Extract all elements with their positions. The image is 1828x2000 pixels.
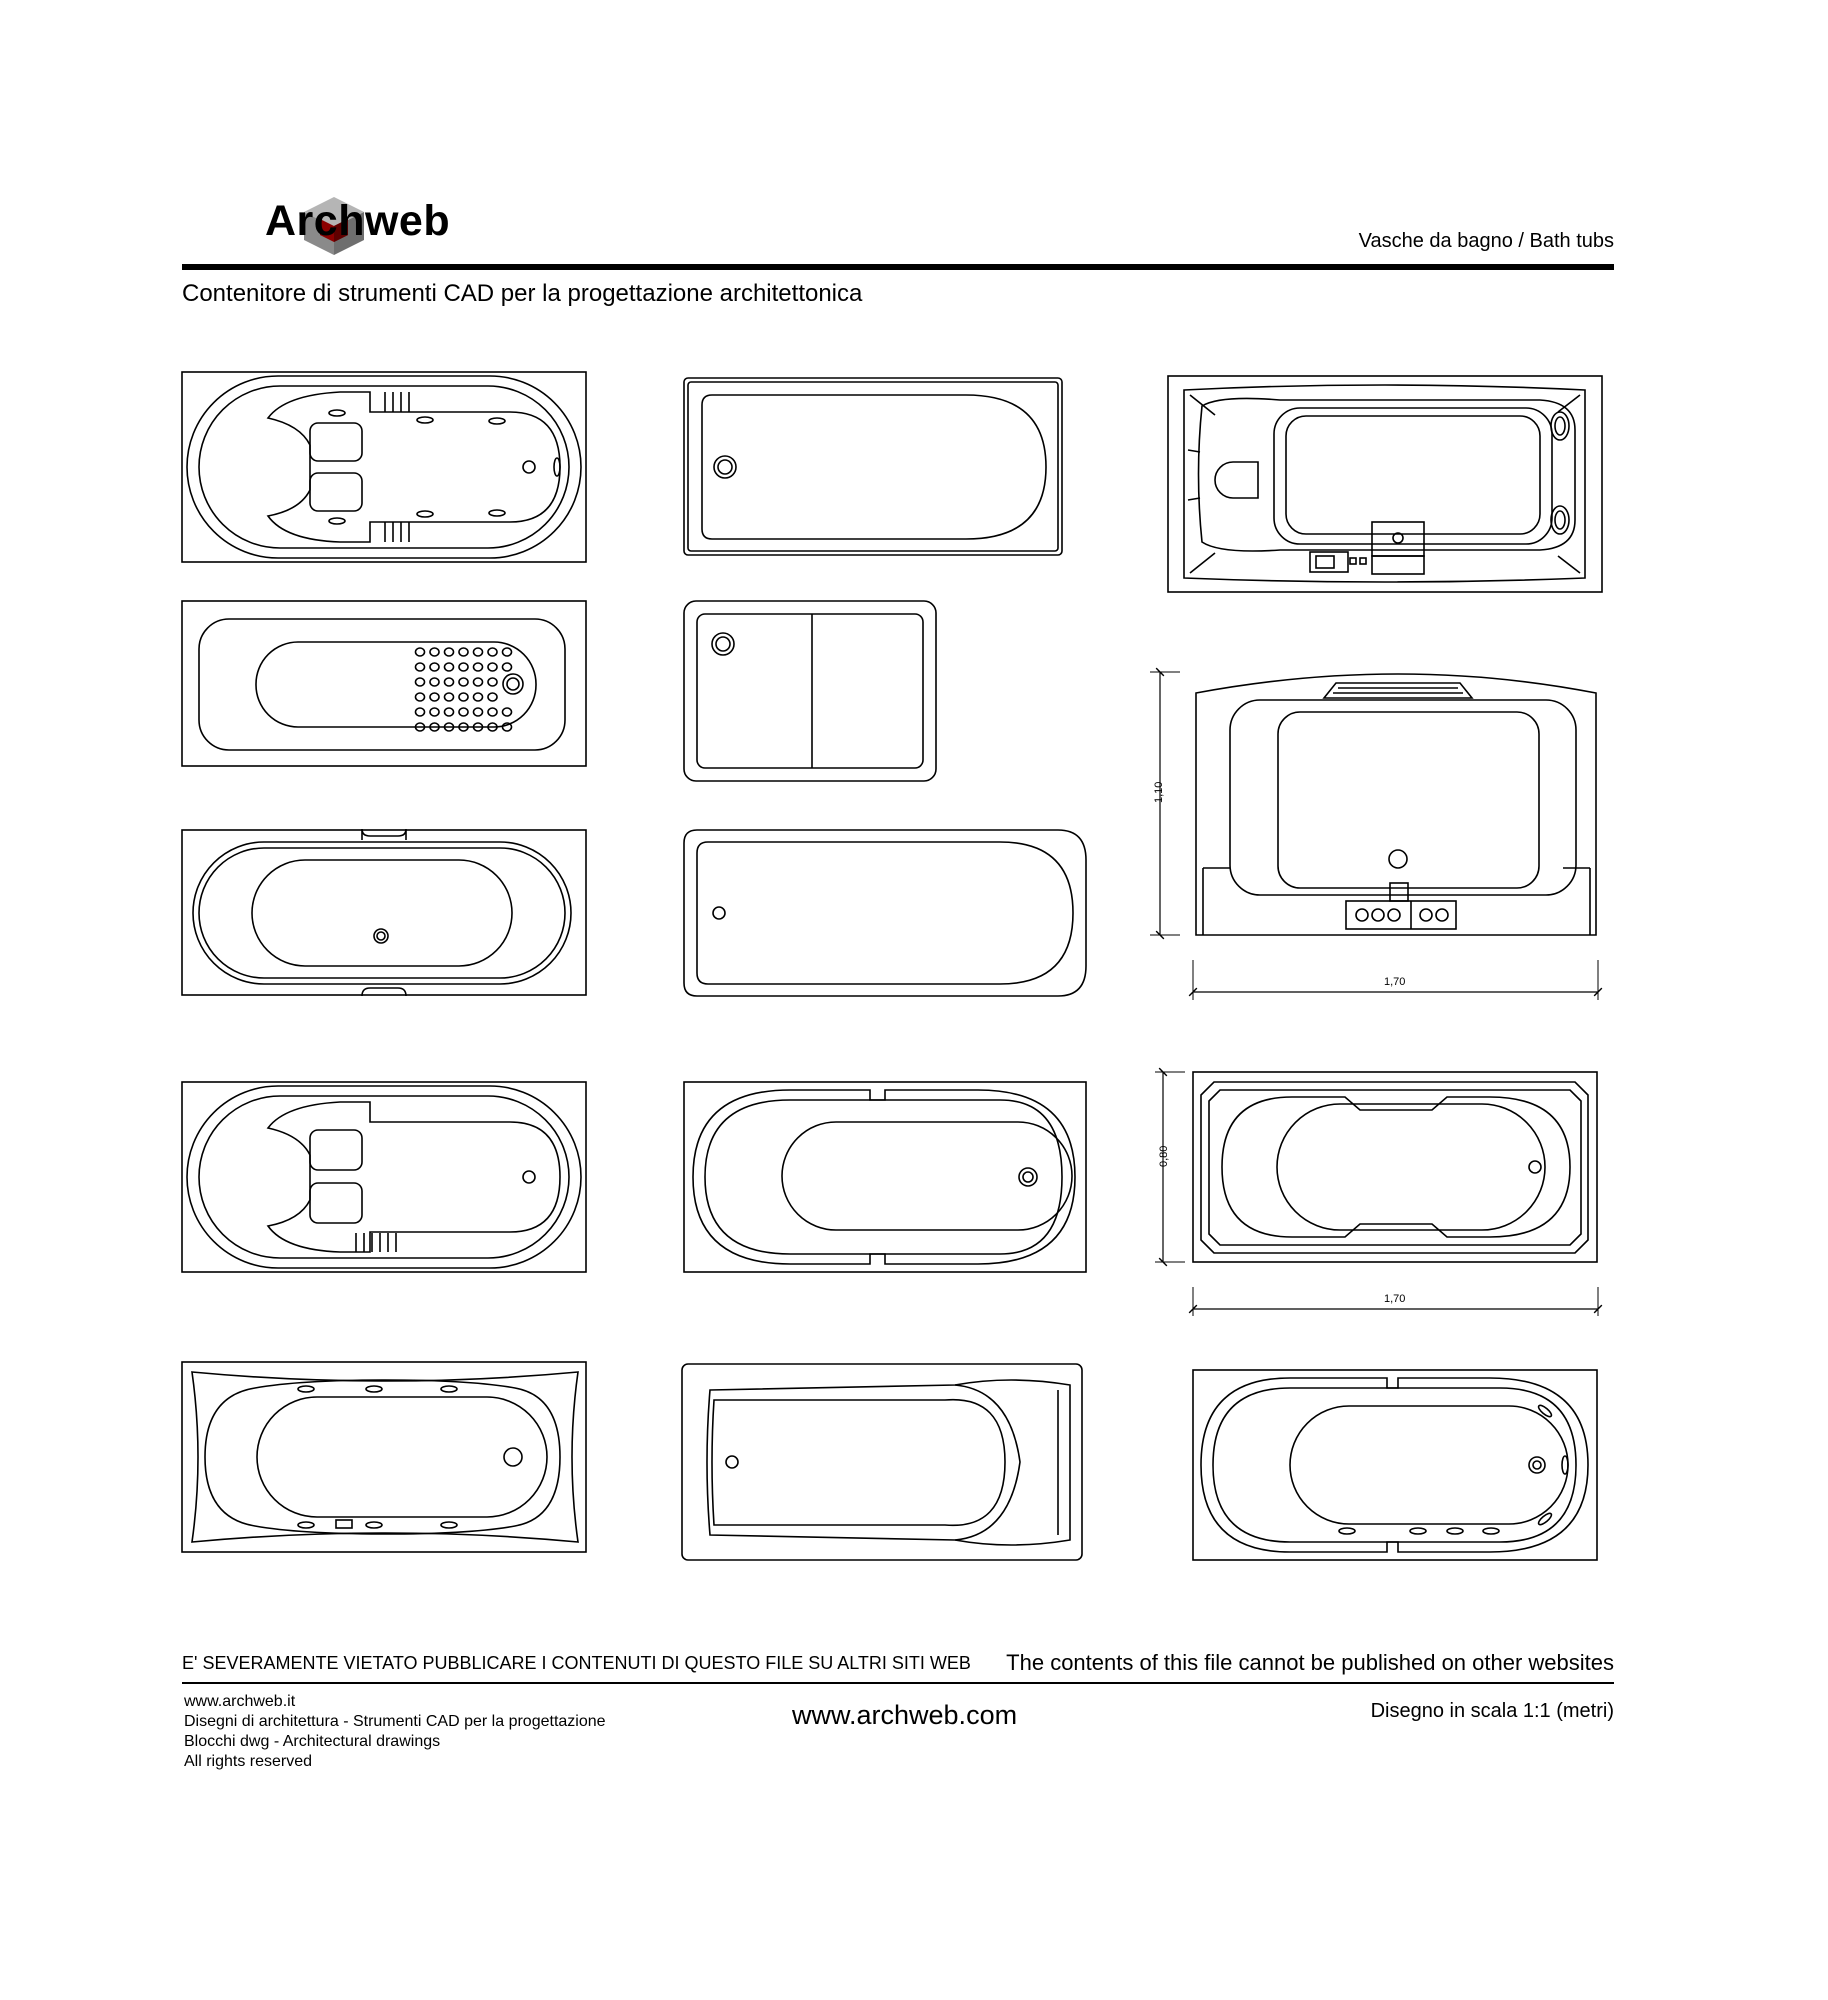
antislip-dot [474, 678, 483, 686]
website-link[interactable]: www.archweb.com [792, 1700, 1018, 1730]
copyright-warning-italian: E' SEVERAMENTE VIETATO PUBBLICARE I CONTENUTI DI QUESTO FILE SU ALTRI SITI WEB [182, 1653, 971, 1673]
bathtub-oval-jets [1193, 1370, 1597, 1560]
antislip-dot [459, 663, 468, 671]
brand-name: Archweb [265, 197, 451, 245]
antislip-dot [503, 648, 512, 656]
antislip-dot [488, 648, 497, 656]
antislip-dot [488, 678, 497, 686]
bathtub-long-rectangular [684, 830, 1086, 996]
bathtub-whirlpool-oval-seats [182, 372, 586, 562]
bathtub-whirlpool-oval-seats-2 [182, 1082, 586, 1272]
antislip-dot [474, 663, 483, 671]
bathtub-large-corner-dimensioned [1150, 672, 1598, 1000]
bathtub-oval-notched [684, 1082, 1086, 1272]
antislip-dot [430, 693, 439, 701]
antislip-dot [416, 648, 425, 656]
antislip-dot [503, 663, 512, 671]
antislip-dot [488, 693, 497, 701]
antislip-dot [445, 648, 454, 656]
antislip-dot [416, 663, 425, 671]
antislip-dot [459, 693, 468, 701]
antislip-dot [430, 708, 439, 716]
antislip-dot [430, 678, 439, 686]
bathtub-modern-headrest [682, 1364, 1082, 1560]
footer-rule [182, 1682, 1614, 1684]
antislip-dot [445, 708, 454, 716]
dim-short-height: 0,80 [1158, 1145, 1170, 1167]
bathtub-antislip-dots [182, 601, 586, 766]
dim-tall-width: 1,70 [1384, 976, 1406, 988]
antislip-dot [416, 678, 425, 686]
antislip-dot [474, 693, 483, 701]
antislip-dot [430, 648, 439, 656]
footer-line: www.archweb.it [184, 1693, 296, 1710]
footer-info [184, 1692, 606, 1772]
antislip-dot [459, 648, 468, 656]
bathtub-hourglass-whirlpool [182, 1362, 586, 1552]
drawing-scale: Disegno in scala 1:1 (metri) [1370, 1700, 1614, 1722]
drawing-category: Vasche da bagno / Bath tubs [1358, 230, 1614, 252]
antislip-dot [474, 708, 483, 716]
antislip-dot [503, 708, 512, 716]
footer-line: Blocchi dwg - Architectural drawings [184, 1733, 441, 1750]
antislip-dot [445, 693, 454, 701]
footer-line: Disegni di architettura - Strumenti CAD per la progettazione [184, 1713, 606, 1730]
footer-line: All rights reserved [184, 1753, 313, 1770]
dim-short-width: 1,70 [1384, 1293, 1406, 1305]
antislip-dot [503, 723, 512, 731]
antislip-dot [488, 663, 497, 671]
dim-tall-height: 1,10 [1153, 781, 1165, 803]
bathtub-oval-handles [182, 829, 586, 996]
bathtub-luxury-control-panel [1168, 376, 1602, 592]
antislip-dot [459, 678, 468, 686]
antislip-dot [459, 708, 468, 716]
antislip-dot [474, 648, 483, 656]
bathtub-sitz-short [684, 601, 936, 781]
copyright-warning-english: The contents of this file cannot be published on other websites [1006, 1650, 1614, 1675]
antislip-dot [445, 678, 454, 686]
antislip-dot [416, 693, 425, 701]
antislip-dot [488, 708, 497, 716]
page-subtitle: Contenitore di strumenti CAD per la progettazione architettonica [182, 280, 863, 307]
antislip-dot [416, 708, 425, 716]
bathtub-chamfered-dimensioned [1155, 1072, 1598, 1316]
antislip-dot [430, 663, 439, 671]
bathtub-standard-rectangular [684, 378, 1062, 555]
antislip-dot [445, 663, 454, 671]
